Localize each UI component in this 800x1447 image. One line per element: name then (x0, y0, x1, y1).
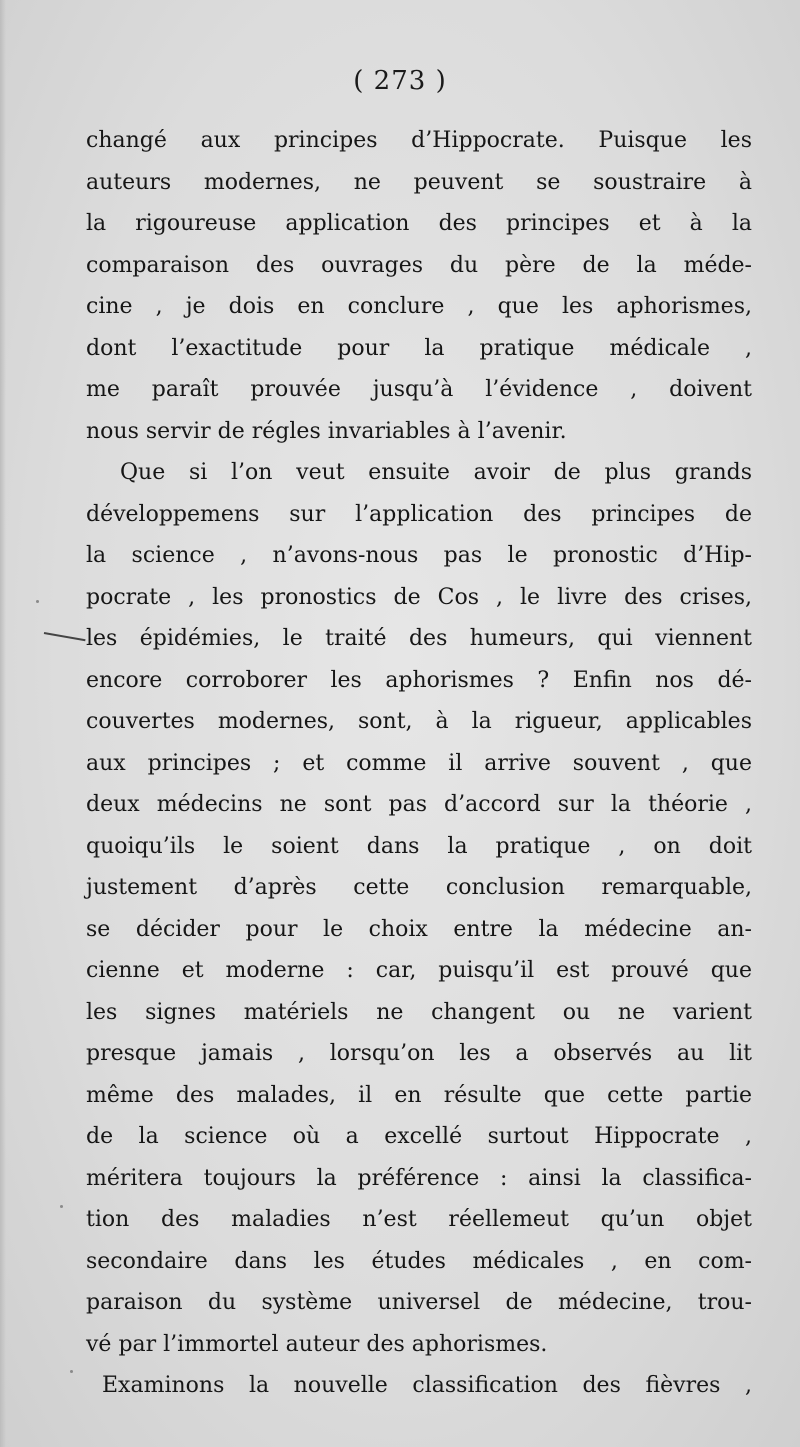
text-line: développemens sur l’application des principes de (86, 501, 752, 527)
text-line: nous servir de régles invariables à l’avenir. (86, 418, 567, 444)
text-line: la science , n’avons-nous pas le pronostic d’Hip- (86, 543, 752, 568)
text-line: changé aux principes d’Hippocrate. Puisque les (86, 128, 752, 153)
page-number: ( 273 ) (353, 66, 447, 96)
text-line: deux médecins ne sont pas d’accord sur la théorie , (86, 792, 752, 817)
text-line: se décider pour le choix entre la médecine an- (86, 916, 752, 942)
text-line: cienne et moderne : car, puisqu’il est prouvé que (86, 958, 752, 983)
text-line: auteurs modernes, ne peuvent se soustraire à (86, 169, 752, 195)
paper-speck (36, 600, 39, 603)
text-line: cine , je dois en conclure , que les aphorismes, (86, 294, 752, 319)
paragraph-1 (86, 120, 752, 452)
text-line: quoiqu’ils le soient dans la pratique , on doit (86, 833, 752, 859)
text-line: même des malades, il en résulte que cette partie (86, 1082, 752, 1108)
text-line: dont l’exactitude pour la pratique médicale , (86, 335, 752, 361)
text-line: Que si l’on veut ensuite avoir de plus grands (120, 460, 752, 485)
text-line: secondaire dans les études médicales , en com- (86, 1248, 752, 1274)
text-line: Examinons la nouvelle classification des fièvres , (102, 1373, 752, 1398)
text-line: de la science où a excellé surtout Hippocrate , (86, 1124, 752, 1149)
text-line: couvertes modernes, sont, à la rigueur, applicables (86, 709, 752, 734)
text-line: la rigoureuse application des principes et à la (86, 211, 752, 236)
paragraph-3 (86, 1365, 752, 1407)
text-line: vé par l’immortel auteur des aphorismes. (86, 1331, 548, 1357)
text-line: aux principes ; et comme il arrive souvent , que (86, 750, 752, 776)
text-line: les signes matériels ne changent ou ne varient (86, 999, 752, 1025)
text-line: presque jamais , lorsqu’on les a observés au lit (86, 1041, 752, 1066)
paper-speck (70, 1370, 73, 1373)
paper-speck (60, 1205, 63, 1208)
text-line: encore corroborer les aphorismes ? Enfin nos dé- (86, 667, 752, 693)
body-text (86, 120, 752, 1407)
page-edge-shadow (0, 0, 6, 1447)
margin-pencil-mark (44, 632, 86, 641)
text-line: pocrate , les pronostics de Cos , le livre des crises, (86, 584, 752, 610)
text-line: comparaison des ouvrages du père de la méde- (86, 252, 752, 278)
text-line: me paraît prouvée jusqu’à l’évidence , doivent (86, 377, 752, 402)
text-line: méritera toujours la préférence : ainsi la classifica- (86, 1165, 752, 1191)
text-line: justement d’après cette conclusion remarquable, (86, 875, 752, 900)
text-line: tion des maladies n’est réellemeut qu’un objet (86, 1207, 752, 1232)
text-line: les épidémies, le traité des humeurs, qui viennent (86, 626, 752, 651)
paragraph-2 (86, 452, 752, 1365)
text-line: paraison du système universel de médecine, trou- (86, 1290, 752, 1315)
